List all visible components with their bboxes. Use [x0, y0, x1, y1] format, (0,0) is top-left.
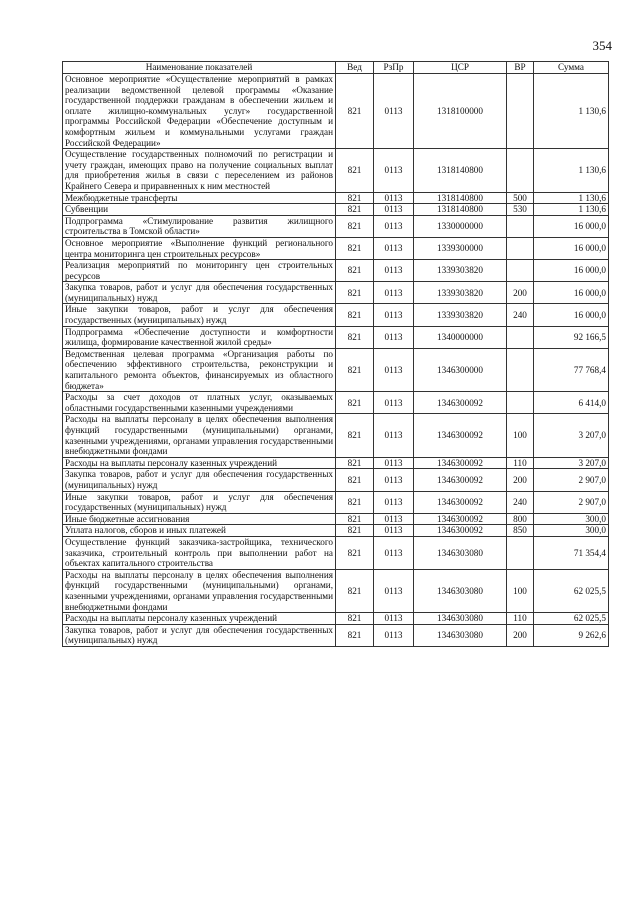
cell-vr	[507, 74, 534, 149]
table-row	[63, 260, 609, 282]
cell-ved: 821	[336, 536, 374, 569]
cell-csr: 1346300000	[414, 348, 507, 391]
cell-name: Расходы за счет доходов от платных услуг, оказываемых областными государственными казенными учреждениями	[63, 392, 336, 414]
table-row	[63, 348, 609, 391]
cell-rzpr: 0113	[374, 237, 414, 259]
table-row	[63, 326, 609, 348]
cell-name: Реализация мероприятий по мониторингу цен строительных ресурсов	[63, 260, 336, 282]
cell-vr: 850	[507, 525, 534, 537]
table-row	[63, 525, 609, 537]
header-sum: Сумма	[534, 62, 609, 74]
table-row	[63, 304, 609, 326]
cell-rzpr: 0113	[374, 192, 414, 204]
cell-name: Ведомственная целевая программа «Организация работы по обеспечению эффективного строительства, реконструкции и капитального ремонта объектов, финансируемых из областного бюджета»	[63, 348, 336, 391]
cell-vr: 200	[507, 469, 534, 491]
cell-rzpr: 0113	[374, 569, 414, 612]
cell-name: Осуществление функций заказчика-застройщика, технического заказчика, строительный контроль при выполнении работ на объектах капитального строительства	[63, 536, 336, 569]
cell-name: Закупка товаров, работ и услуг для обеспечения государственных (муниципальных) нужд	[63, 469, 336, 491]
cell-sum: 62 025,5	[534, 613, 609, 625]
cell-rzpr: 0113	[374, 414, 414, 457]
cell-ved: 821	[336, 469, 374, 491]
cell-ved: 821	[336, 237, 374, 259]
table-header-row	[63, 62, 609, 74]
cell-name: Осуществление государственных полномочий по регистрации и учету граждан, имеющих право на получение социальных выплат для приобретения жилья в связи с переселением из районов Крайнего Севера и приравненных к ним местностей	[63, 149, 336, 192]
cell-vr: 240	[507, 304, 534, 326]
cell-sum: 1 130,6	[534, 149, 609, 192]
cell-sum: 71 354,4	[534, 536, 609, 569]
cell-ved: 821	[336, 348, 374, 391]
cell-name: Основное мероприятие «Выполнение функций регионального центра мониторинга цен строительных ресурсов»	[63, 237, 336, 259]
cell-sum: 16 000,0	[534, 237, 609, 259]
cell-sum: 62 025,5	[534, 569, 609, 612]
cell-rzpr: 0113	[374, 348, 414, 391]
cell-name: Расходы на выплаты персоналу казенных учреждений	[63, 613, 336, 625]
cell-ved: 821	[336, 569, 374, 612]
cell-csr: 1346300092	[414, 513, 507, 525]
cell-sum: 92 166,5	[534, 326, 609, 348]
cell-ved: 821	[336, 457, 374, 469]
header-csr: ЦСР	[414, 62, 507, 74]
cell-ved: 821	[336, 624, 374, 646]
cell-sum: 16 000,0	[534, 304, 609, 326]
cell-csr: 1318140800	[414, 192, 507, 204]
cell-ved: 821	[336, 149, 374, 192]
cell-sum: 1 130,6	[534, 204, 609, 216]
cell-name: Подпрограмма «Стимулирование развития жилищного строительства в Томской области»	[63, 215, 336, 237]
cell-name: Субвенции	[63, 204, 336, 216]
cell-ved: 821	[336, 326, 374, 348]
cell-vr	[507, 392, 534, 414]
cell-name: Подпрограмма «Обеспечение доступности и комфортности жилища, формирование качественной жилой среды»	[63, 326, 336, 348]
cell-csr: 1346303080	[414, 569, 507, 612]
cell-sum: 77 768,4	[534, 348, 609, 391]
table-row	[63, 149, 609, 192]
cell-csr: 1346303080	[414, 536, 507, 569]
table-row	[63, 74, 609, 149]
cell-csr: 1339303820	[414, 260, 507, 282]
cell-csr: 1346300092	[414, 392, 507, 414]
cell-csr: 1346300092	[414, 469, 507, 491]
cell-rzpr: 0113	[374, 326, 414, 348]
header-name: Наименование показателей	[63, 62, 336, 74]
cell-ved: 821	[336, 74, 374, 149]
table-row	[63, 469, 609, 491]
table-row	[63, 204, 609, 216]
cell-name: Расходы на выплаты персоналу в целях обеспечения выполнения функций государственными (муниципальными) органами, казенными учреждениями, органами управления государственными внебюджетными фондами	[63, 414, 336, 457]
cell-vr: 100	[507, 569, 534, 612]
cell-sum: 16 000,0	[534, 260, 609, 282]
cell-sum: 300,0	[534, 525, 609, 537]
cell-csr: 1318140800	[414, 149, 507, 192]
cell-sum: 2 907,0	[534, 491, 609, 513]
cell-sum: 1 130,6	[534, 192, 609, 204]
cell-sum: 1 130,6	[534, 74, 609, 149]
cell-ved: 821	[336, 204, 374, 216]
cell-sum: 9 262,6	[534, 624, 609, 646]
cell-rzpr: 0113	[374, 624, 414, 646]
cell-ved: 821	[336, 513, 374, 525]
cell-rzpr: 0113	[374, 491, 414, 513]
cell-vr: 530	[507, 204, 534, 216]
cell-name: Расходы на выплаты персоналу казенных учреждений	[63, 457, 336, 469]
cell-csr: 1346303080	[414, 624, 507, 646]
table-row	[63, 215, 609, 237]
table-row	[63, 613, 609, 625]
cell-rzpr: 0113	[374, 260, 414, 282]
cell-name: Иные закупки товаров, работ и услуг для обеспечения государственных (муниципальных) нужд	[63, 304, 336, 326]
cell-csr: 1346303080	[414, 613, 507, 625]
table-body	[63, 74, 609, 647]
cell-sum: 3 207,0	[534, 414, 609, 457]
cell-sum: 2 907,0	[534, 469, 609, 491]
cell-vr	[507, 348, 534, 391]
cell-name: Закупка товаров, работ и услуг для обеспечения государственных (муниципальных) нужд	[63, 624, 336, 646]
cell-name: Межбюджетные трансферты	[63, 192, 336, 204]
cell-ved: 821	[336, 414, 374, 457]
cell-csr: 1339303820	[414, 282, 507, 304]
cell-vr: 200	[507, 624, 534, 646]
table-row	[63, 457, 609, 469]
cell-csr: 1339303820	[414, 304, 507, 326]
cell-sum: 16 000,0	[534, 282, 609, 304]
header-rzpr: РзПр	[374, 62, 414, 74]
cell-name: Иные закупки товаров, работ и услуг для обеспечения государственных (муниципальных) нужд	[63, 491, 336, 513]
cell-vr: 800	[507, 513, 534, 525]
budget-table	[62, 61, 609, 647]
cell-rzpr: 0113	[374, 282, 414, 304]
cell-name: Иные бюджетные ассигнования	[63, 513, 336, 525]
cell-vr: 110	[507, 613, 534, 625]
cell-vr	[507, 260, 534, 282]
cell-name: Закупка товаров, работ и услуг для обеспечения государственных (муниципальных) нужд	[63, 282, 336, 304]
cell-rzpr: 0113	[374, 74, 414, 149]
cell-ved: 821	[336, 525, 374, 537]
cell-vr: 500	[507, 192, 534, 204]
header-vr: ВР	[507, 62, 534, 74]
cell-vr: 240	[507, 491, 534, 513]
table-row	[63, 491, 609, 513]
cell-ved: 821	[336, 192, 374, 204]
cell-rzpr: 0113	[374, 536, 414, 569]
cell-ved: 821	[336, 282, 374, 304]
cell-sum: 300,0	[534, 513, 609, 525]
cell-ved: 821	[336, 392, 374, 414]
cell-ved: 821	[336, 613, 374, 625]
cell-rzpr: 0113	[374, 149, 414, 192]
cell-csr: 1340000000	[414, 326, 507, 348]
table-row	[63, 392, 609, 414]
cell-rzpr: 0113	[374, 469, 414, 491]
cell-rzpr: 0113	[374, 304, 414, 326]
cell-csr: 1346300092	[414, 457, 507, 469]
table-row	[63, 192, 609, 204]
header-ved: Вед	[336, 62, 374, 74]
cell-csr: 1346300092	[414, 491, 507, 513]
cell-vr	[507, 215, 534, 237]
cell-ved: 821	[336, 491, 374, 513]
page-number: 354	[592, 38, 612, 53]
cell-ved: 821	[336, 304, 374, 326]
cell-rzpr: 0113	[374, 457, 414, 469]
cell-ved: 821	[336, 260, 374, 282]
cell-sum: 6 414,0	[534, 392, 609, 414]
cell-csr: 1318100000	[414, 74, 507, 149]
cell-vr: 110	[507, 457, 534, 469]
table-row	[63, 536, 609, 569]
cell-rzpr: 0113	[374, 215, 414, 237]
cell-sum: 16 000,0	[534, 215, 609, 237]
cell-vr	[507, 326, 534, 348]
cell-name: Расходы на выплаты персоналу в целях обеспечения выполнения функций государственными (муниципальными) органами, казенными учреждениями, органами управления государственными внебюджетными фондами	[63, 569, 336, 612]
cell-vr: 200	[507, 282, 534, 304]
table-row	[63, 282, 609, 304]
cell-csr: 1318140800	[414, 204, 507, 216]
cell-rzpr: 0113	[374, 204, 414, 216]
cell-rzpr: 0113	[374, 513, 414, 525]
cell-rzpr: 0113	[374, 613, 414, 625]
cell-vr	[507, 149, 534, 192]
table-row	[63, 513, 609, 525]
cell-ved: 821	[336, 215, 374, 237]
cell-name: Основное мероприятие «Осуществление мероприятий в рамках реализации ведомственной целевой программы «Оказание государственной поддержки гражданам в обеспечении жильем и оплате жилищно-коммунальных услуг» государственной программы Российской Федерации «Обеспечение доступным и комфортным жильем и коммунальными услугами граждан Российской Федерации»	[63, 74, 336, 149]
table-row	[63, 414, 609, 457]
cell-rzpr: 0113	[374, 392, 414, 414]
cell-vr	[507, 536, 534, 569]
cell-csr: 1330000000	[414, 215, 507, 237]
cell-rzpr: 0113	[374, 525, 414, 537]
table-row	[63, 237, 609, 259]
cell-csr: 1339300000	[414, 237, 507, 259]
cell-vr: 100	[507, 414, 534, 457]
cell-csr: 1346300092	[414, 525, 507, 537]
table-row	[63, 624, 609, 646]
cell-sum: 3 207,0	[534, 457, 609, 469]
cell-csr: 1346300092	[414, 414, 507, 457]
table-row	[63, 569, 609, 612]
cell-name: Уплата налогов, сборов и иных платежей	[63, 525, 336, 537]
cell-vr	[507, 237, 534, 259]
